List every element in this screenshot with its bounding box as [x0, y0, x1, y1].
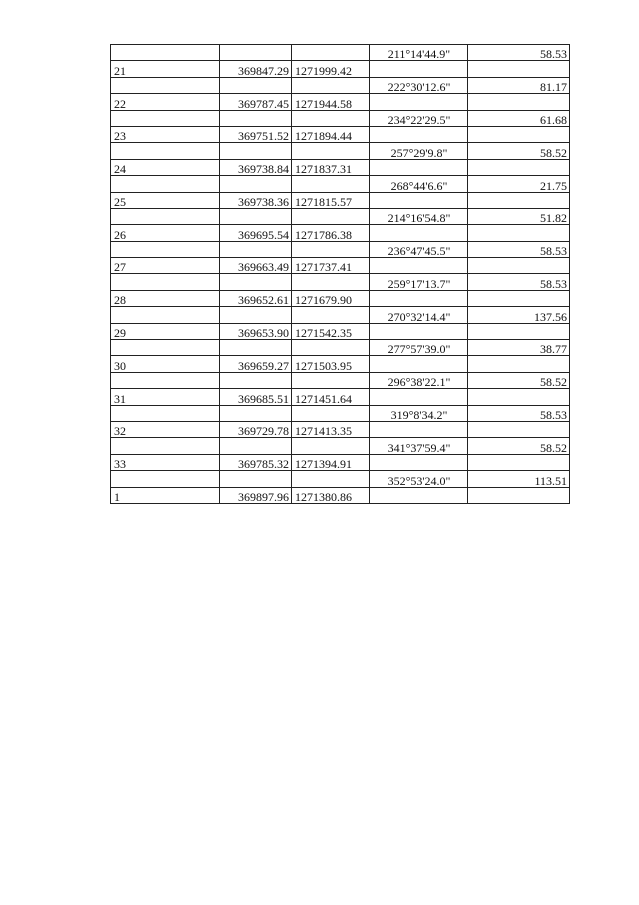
x-coordinate-cell [220, 77, 292, 93]
bearing-angle-cell [370, 421, 468, 437]
point-number-cell: 29 [111, 323, 220, 339]
table-row [111, 274, 570, 290]
table-row [111, 110, 570, 126]
point-number-cell: 31 [111, 389, 220, 405]
x-coordinate-cell [220, 438, 292, 454]
distance-cell [468, 258, 570, 274]
y-coordinate-cell [292, 405, 370, 421]
point-number-cell: 33 [111, 454, 220, 470]
y-coordinate-cell: 1271413.35 [292, 421, 370, 437]
y-coordinate-cell [292, 307, 370, 323]
bearing-angle-cell [370, 454, 468, 470]
distance-cell: 113.51 [468, 471, 570, 487]
coordinates-table [110, 44, 570, 504]
point-number-cell: 23 [111, 126, 220, 142]
bearing-angle-cell: 277°57'39.0" [370, 340, 468, 356]
x-coordinate-cell [220, 274, 292, 290]
bearing-angle-cell: 211°14'44.9" [370, 45, 468, 61]
distance-cell: 58.53 [468, 241, 570, 257]
distance-cell: 61.68 [468, 110, 570, 126]
x-coordinate-cell [220, 241, 292, 257]
point-number-cell: 28 [111, 290, 220, 306]
x-coordinate-cell: 369663.49 [220, 258, 292, 274]
bearing-angle-cell: 268°44'6.6" [370, 176, 468, 192]
bearing-angle-cell: 236°47'45.5" [370, 241, 468, 257]
bearing-angle-cell: 270°32'14.4" [370, 307, 468, 323]
x-coordinate-cell [220, 405, 292, 421]
distance-cell: 21.75 [468, 176, 570, 192]
distance-cell: 81.17 [468, 77, 570, 93]
y-coordinate-cell [292, 241, 370, 257]
bearing-angle-cell [370, 487, 468, 503]
x-coordinate-cell: 369785.32 [220, 454, 292, 470]
point-number-cell: 26 [111, 225, 220, 241]
table-row [111, 340, 570, 356]
y-coordinate-cell [292, 176, 370, 192]
y-coordinate-cell [292, 274, 370, 290]
point-number-cell [111, 405, 220, 421]
distance-cell: 51.82 [468, 208, 570, 224]
bearing-angle-cell [370, 126, 468, 142]
point-number-cell [111, 77, 220, 93]
point-number-cell: 32 [111, 421, 220, 437]
table-row [111, 438, 570, 454]
point-number-cell [111, 274, 220, 290]
table-row [111, 126, 570, 142]
y-coordinate-cell: 1271503.95 [292, 356, 370, 372]
table-row [111, 290, 570, 306]
point-number-cell [111, 176, 220, 192]
x-coordinate-cell [220, 110, 292, 126]
table-row [111, 94, 570, 110]
table-row [111, 143, 570, 159]
distance-cell: 58.53 [468, 405, 570, 421]
table-row [111, 77, 570, 93]
bearing-angle-cell [370, 159, 468, 175]
distance-cell [468, 126, 570, 142]
y-coordinate-cell: 1271786.38 [292, 225, 370, 241]
table-row [111, 258, 570, 274]
y-coordinate-cell [292, 143, 370, 159]
x-coordinate-cell: 369652.61 [220, 290, 292, 306]
bearing-angle-cell: 352°53'24.0" [370, 471, 468, 487]
point-number-cell [111, 208, 220, 224]
distance-cell [468, 61, 570, 77]
y-coordinate-cell: 1271394.91 [292, 454, 370, 470]
bearing-angle-cell [370, 192, 468, 208]
x-coordinate-cell: 369847.29 [220, 61, 292, 77]
y-coordinate-cell [292, 45, 370, 61]
y-coordinate-cell [292, 208, 370, 224]
x-coordinate-cell [220, 208, 292, 224]
point-number-cell [111, 307, 220, 323]
x-coordinate-cell: 369729.78 [220, 421, 292, 437]
point-number-cell [111, 372, 220, 388]
distance-cell [468, 389, 570, 405]
table-row [111, 241, 570, 257]
x-coordinate-cell [220, 143, 292, 159]
table-row [111, 487, 570, 503]
bearing-angle-cell [370, 323, 468, 339]
bearing-angle-cell: 341°37'59.4" [370, 438, 468, 454]
point-number-cell: 25 [111, 192, 220, 208]
distance-cell: 137.56 [468, 307, 570, 323]
table-row [111, 356, 570, 372]
bearing-angle-cell: 234°22'29.5" [370, 110, 468, 126]
y-coordinate-cell [292, 340, 370, 356]
bearing-angle-cell: 296°38'22.1" [370, 372, 468, 388]
y-coordinate-cell: 1271737.41 [292, 258, 370, 274]
y-coordinate-cell: 1271894.44 [292, 126, 370, 142]
bearing-angle-cell [370, 61, 468, 77]
y-coordinate-cell [292, 77, 370, 93]
point-number-cell [111, 471, 220, 487]
distance-cell [468, 192, 570, 208]
point-number-cell [111, 45, 220, 61]
table-row [111, 307, 570, 323]
point-number-cell: 27 [111, 258, 220, 274]
table-row [111, 389, 570, 405]
bearing-angle-cell [370, 225, 468, 241]
y-coordinate-cell: 1271944.58 [292, 94, 370, 110]
bearing-angle-cell: 319°8'34.2" [370, 405, 468, 421]
distance-cell: 58.52 [468, 438, 570, 454]
distance-cell [468, 225, 570, 241]
point-number-cell [111, 438, 220, 454]
distance-cell [468, 356, 570, 372]
coordinates-table-body [111, 45, 570, 504]
x-coordinate-cell [220, 176, 292, 192]
point-number-cell: 21 [111, 61, 220, 77]
table-row [111, 192, 570, 208]
x-coordinate-cell: 369653.90 [220, 323, 292, 339]
x-coordinate-cell: 369897.96 [220, 487, 292, 503]
distance-cell [468, 454, 570, 470]
point-number-cell: 1 [111, 487, 220, 503]
point-number-cell: 22 [111, 94, 220, 110]
x-coordinate-cell: 369787.45 [220, 94, 292, 110]
y-coordinate-cell [292, 438, 370, 454]
point-number-cell [111, 340, 220, 356]
table-row [111, 225, 570, 241]
table-row [111, 421, 570, 437]
y-coordinate-cell: 1271542.35 [292, 323, 370, 339]
distance-cell [468, 421, 570, 437]
distance-cell [468, 323, 570, 339]
x-coordinate-cell [220, 307, 292, 323]
y-coordinate-cell: 1271451.64 [292, 389, 370, 405]
y-coordinate-cell: 1271837.31 [292, 159, 370, 175]
table-row [111, 176, 570, 192]
bearing-angle-cell [370, 389, 468, 405]
bearing-angle-cell: 257°29'9.8" [370, 143, 468, 159]
table-row [111, 471, 570, 487]
distance-cell: 58.53 [468, 45, 570, 61]
distance-cell [468, 290, 570, 306]
distance-cell: 58.52 [468, 372, 570, 388]
distance-cell: 38.77 [468, 340, 570, 356]
distance-cell [468, 94, 570, 110]
point-number-cell [111, 241, 220, 257]
table-row [111, 45, 570, 61]
distance-cell [468, 487, 570, 503]
x-coordinate-cell: 369738.84 [220, 159, 292, 175]
bearing-angle-cell [370, 290, 468, 306]
x-coordinate-cell: 369659.27 [220, 356, 292, 372]
bearing-angle-cell [370, 258, 468, 274]
x-coordinate-cell [220, 340, 292, 356]
distance-cell: 58.53 [468, 274, 570, 290]
table-row [111, 405, 570, 421]
y-coordinate-cell: 1271815.57 [292, 192, 370, 208]
y-coordinate-cell: 1271679.90 [292, 290, 370, 306]
table-row [111, 208, 570, 224]
point-number-cell [111, 143, 220, 159]
x-coordinate-cell: 369751.52 [220, 126, 292, 142]
table-row [111, 323, 570, 339]
x-coordinate-cell [220, 45, 292, 61]
point-number-cell [111, 110, 220, 126]
table-row [111, 159, 570, 175]
table-row [111, 372, 570, 388]
point-number-cell: 30 [111, 356, 220, 372]
x-coordinate-cell: 369738.36 [220, 192, 292, 208]
table-row [111, 454, 570, 470]
y-coordinate-cell: 1271380.86 [292, 487, 370, 503]
bearing-angle-cell: 222°30'12.6" [370, 77, 468, 93]
point-number-cell: 24 [111, 159, 220, 175]
x-coordinate-cell: 369685.51 [220, 389, 292, 405]
bearing-angle-cell: 259°17'13.7" [370, 274, 468, 290]
bearing-angle-cell [370, 94, 468, 110]
y-coordinate-cell [292, 372, 370, 388]
x-coordinate-cell [220, 372, 292, 388]
distance-cell [468, 159, 570, 175]
y-coordinate-cell: 1271999.42 [292, 61, 370, 77]
distance-cell: 58.52 [468, 143, 570, 159]
table-row [111, 61, 570, 77]
bearing-angle-cell [370, 356, 468, 372]
y-coordinate-cell [292, 471, 370, 487]
y-coordinate-cell [292, 110, 370, 126]
bearing-angle-cell: 214°16'54.8" [370, 208, 468, 224]
x-coordinate-cell: 369695.54 [220, 225, 292, 241]
x-coordinate-cell [220, 471, 292, 487]
